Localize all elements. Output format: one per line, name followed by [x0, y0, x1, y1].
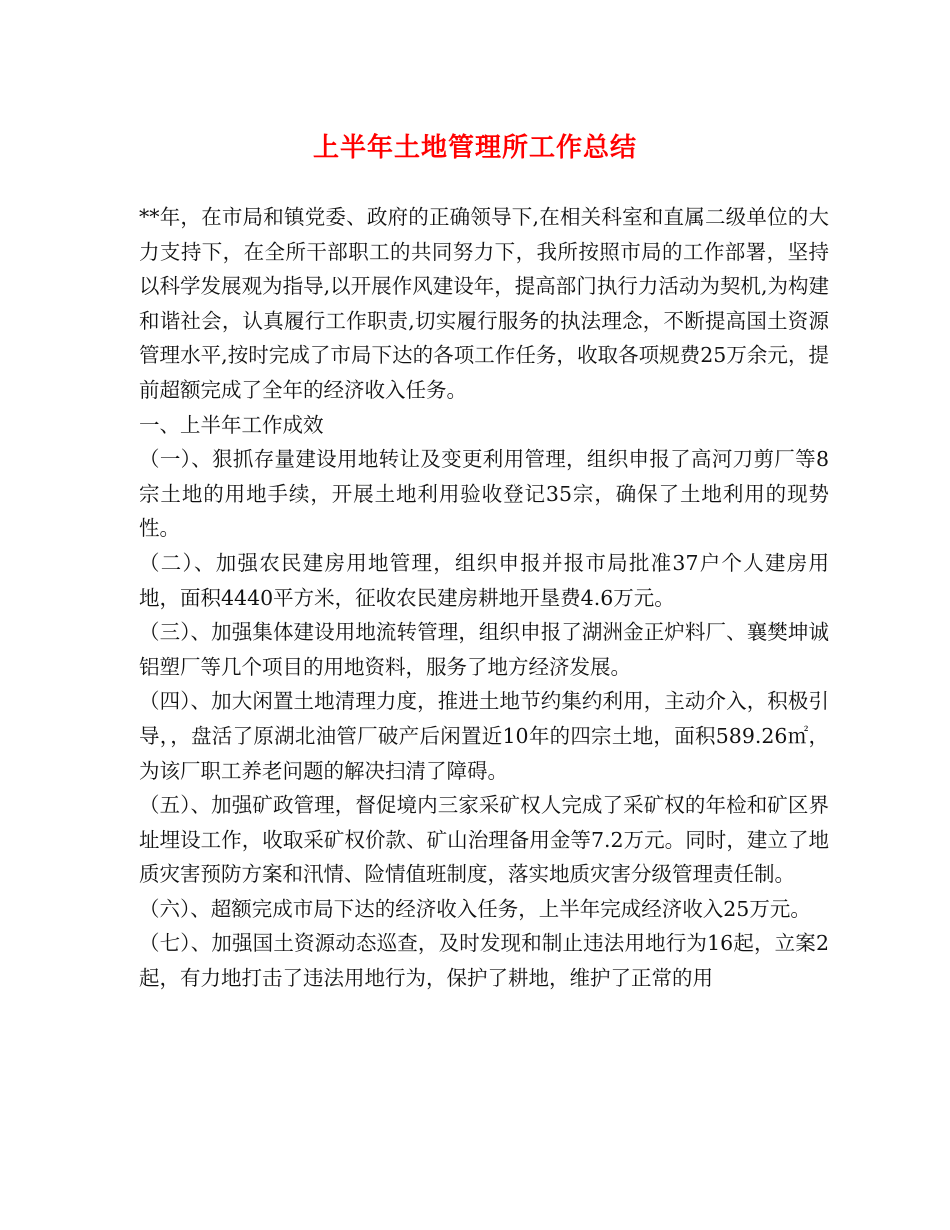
item-paragraph-3: （三）、加强集体建设用地流转管理，组织申报了湖洲金正炉料厂、襄樊坤诚铝塑厂等几个项目的用地资料，服务了地方经济发展。 — [139, 620, 829, 679]
intro-paragraph: **年，在市局和镇党委、政府的正确领导下,在相关科室和直属二级单位的大力支持下，在全所干部职工的共同努力下，我所按照市局的工作部署，坚持以科学发展观为指导,以开展作风建设年，提高部门执行力活动为契机,为构建和谐社会，认真履行工作职责,切实履行服务的执法理念，不断提高国土资源管理水平,按时完成了市局下达的各项工作任务，收取各项规费25万余元，提前超额完成了全年的经济收入任务。 — [139, 205, 829, 402]
document-body — [139, 200, 829, 996]
item-paragraph-1: （一）、狠抓存量建设用地转让及变更利用管理，组织申报了高河刀剪厂等8宗土地的用地手续，开展土地利用验收登记35宗，确保了土地利用的现势性。 — [139, 447, 829, 541]
item-paragraph-7: （七）、加强国土资源动态巡查，及时发现和制止违法用地行为16起，立案2起，有力地打击了违法用地行为，保护了耕地，维护了正常的用 — [139, 931, 829, 991]
document-title: 上半年土地管理所工作总结 — [312, 133, 637, 163]
item-paragraph-4: （四）、加大闲置土地清理力度，推进土地节约集约利用，主动介入，积极引导，，盘活了原湖北油管厂破产后闲置近10年的四宗土地，面积589.26㎡，为该厂职工养老问题的解决扫清了障碍。 — [139, 689, 829, 783]
item-paragraph-2: （二）、加强农民建房用地管理，组织申报并报市局批准37户个人建房用地，面积4440平方米，征收农民建房耕地开垦费4.6万元。 — [139, 550, 829, 610]
item-paragraph-6: （六）、超额完成市局下达的经济收入任务，上半年完成经济收入25万元。 — [139, 896, 811, 921]
section-heading: 一、上半年工作成效 — [139, 412, 324, 437]
item-paragraph-5: （五）、加强矿政管理，督促境内三家采矿权人完成了采矿权的年检和矿区界址埋设工作，收取采矿权价款、矿山治理备用金等7.2万元。同时，建立了地质灾害预防方案和汛情、险情值班制度，落实地质灾害分级管理责任制。 — [139, 793, 829, 887]
